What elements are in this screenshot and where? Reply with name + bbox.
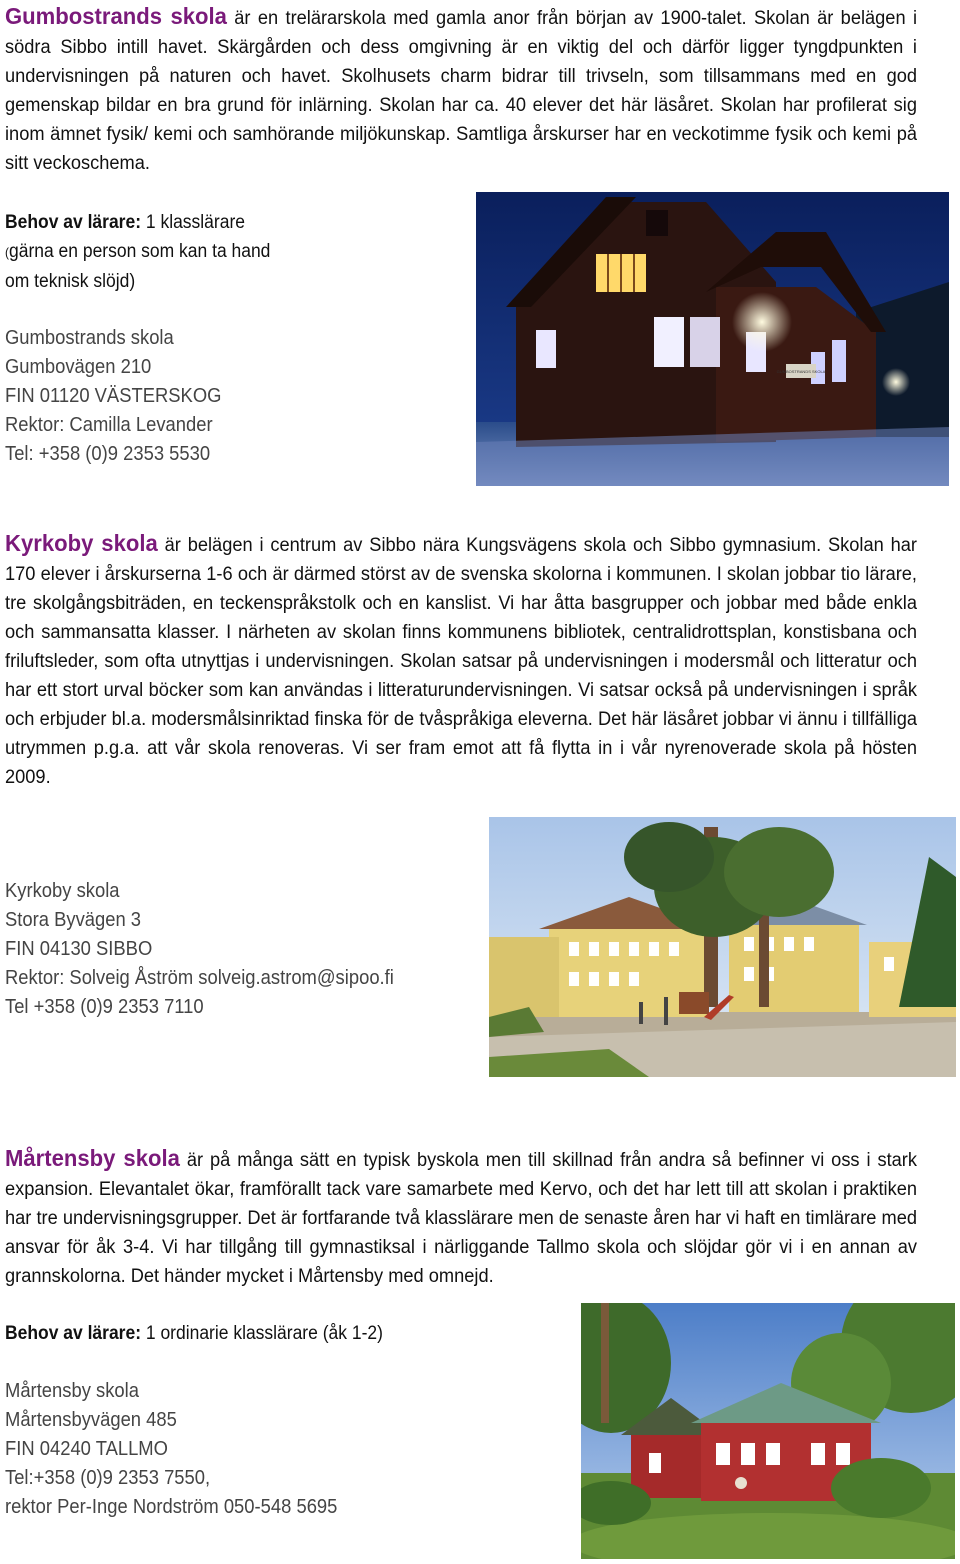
martensby-address: [5, 1377, 337, 1522]
gumbo-address: [5, 324, 221, 469]
kyrkoby-description: är belägen i centrum av Sibbo nära Kungsvägens skola och Sibbo gymnasium. Skolan har 170 elever i årskurserna 1-6 och är därmed störst av de svenska skolorna i kommunen. I skolan jobbar tio lärare, tre skolgångsbiträden, en teckenspråkstolk och en kanslist. Vi har åtta basgrupper och jobbar med både enkla och sammansatta klasser. I närheten av skolan finns kommunens bibliotek, centralidrottsplan, konstisbana och friluftsleder, som ofta utnyttjas i undervisningen. Skolan satsar på undervisningen i modersmål och litteratur och har ett stort urval böcker som kan användas i litteraturundervisningen. Vi satsar också på undervisningen i språk och erbjuder bl.a. modersmålsinriktad finska för de tvåspråkiga eleverna. Det här läsåret jobbar vi ännu i tillfälliga utrymmen p.g.a. att vår skola renoveras. Vi ser fram emot att få flytta in i vår nyrenoverade skola på hösten 2009.: [5, 535, 917, 788]
gumbo-school-name: Gumbostrands skola: [5, 3, 227, 29]
kyrkoby-school-photo: [489, 817, 956, 1077]
address-line: FIN 04240 TALLMO: [5, 1438, 168, 1460]
gumbo-sign-text: GUMBOSTRANDS SKOLA: [776, 369, 826, 374]
gumbo-need-label: Behov av lärare:: [5, 212, 142, 233]
gumbo-need-line2: gärna en person som kan ta hand: [8, 241, 271, 262]
kyrkoby-address: [5, 877, 394, 1022]
martensby-need-value: 1 ordinarie klasslärare (åk 1-2): [141, 1323, 383, 1344]
gumbo-school-photo: [476, 192, 949, 486]
martensby-teacher-need: [5, 1319, 383, 1348]
martensby-need-label: Behov av lärare:: [5, 1323, 142, 1344]
address-line: Stora Byvägen 3: [5, 909, 142, 931]
address-line: Mårtensbyvägen 485: [5, 1409, 177, 1431]
address-line: Tel:+358 (0)9 2353 7550,: [5, 1467, 211, 1489]
address-line: FIN 01120 VÄSTERSKOG: [5, 385, 222, 407]
kyrkoby-paragraph: [5, 529, 917, 792]
address-line: Rektor: Camilla Levander: [5, 414, 213, 436]
martensby-paragraph: [5, 1144, 917, 1291]
address-line: Gumbostrands skola: [5, 327, 174, 349]
address-line: Tel: +358 (0)9 2353 5530: [5, 443, 211, 465]
gumbo-description: är en trelärarskola med gamla anor från början av 1900-talet. Skolan är belägen i södra Sibbo intill havet. Skärgården och dess omgivning är en viktig del och därför ligger tyngdpunkten i undervisningen på naturen och havet. Skolhusets charm bidrar till trivseln, som tillsammans med en god gemenskap bildar en bra grund för inlärning. Skolan har ca. 40 elever det här läsåret. Skolan har profilerat sig inom ämnet fysik/ kemi och samhörande miljökunskap. Samtliga årskurser har en veckotimme fysik och kemi på sitt veckoschema.: [5, 8, 918, 174]
kyrkoby-school-name: Kyrkoby skola: [5, 530, 158, 556]
address-line: Rektor: Solveig Åström solveig.astrom@sipoo.fi: [5, 967, 394, 989]
address-line: Kyrkoby skola: [5, 880, 120, 902]
gumbo-need-line3: om teknisk slöjd): [5, 271, 136, 292]
martensby-description: är på många sätt en typisk byskola men till skillnad från andra så befinner vi oss i stark expansion. Elevantalet ökar, framförallt tack vare samarbete med Kervo, och det har lett till att skolan i praktiken har tre undervisningsgrupper. Det är fortfarande två klasslärare men de senaste åren har vi haft en timlärare med ansvar för åk 3-4. Vi har tillgång till gymnastiksal i närliggande Tallmo skola och slöjdar gör vi i en annan av grannskolorna. Det händer mycket i Mårtensby med omnejd.: [5, 1150, 917, 1287]
address-line: Gumbovägen 210: [5, 356, 152, 378]
address-line: FIN 04130 SIBBO: [5, 938, 153, 960]
martensby-school-name: Mårtensby skola: [5, 1145, 180, 1171]
gumbo-teacher-need: [5, 208, 270, 296]
address-line: Mårtensby skola: [5, 1380, 139, 1402]
gumbo-need-value: 1 klasslärare: [141, 212, 245, 233]
gumbo-need-paren: (: [5, 245, 9, 260]
address-line: rektor Per-Inge Nordström 050-548 5695: [5, 1496, 338, 1518]
gumbo-paragraph: [5, 2, 917, 178]
address-line: Tel +358 (0)9 2353 7110: [5, 996, 204, 1018]
martensby-school-photo: [581, 1303, 955, 1559]
